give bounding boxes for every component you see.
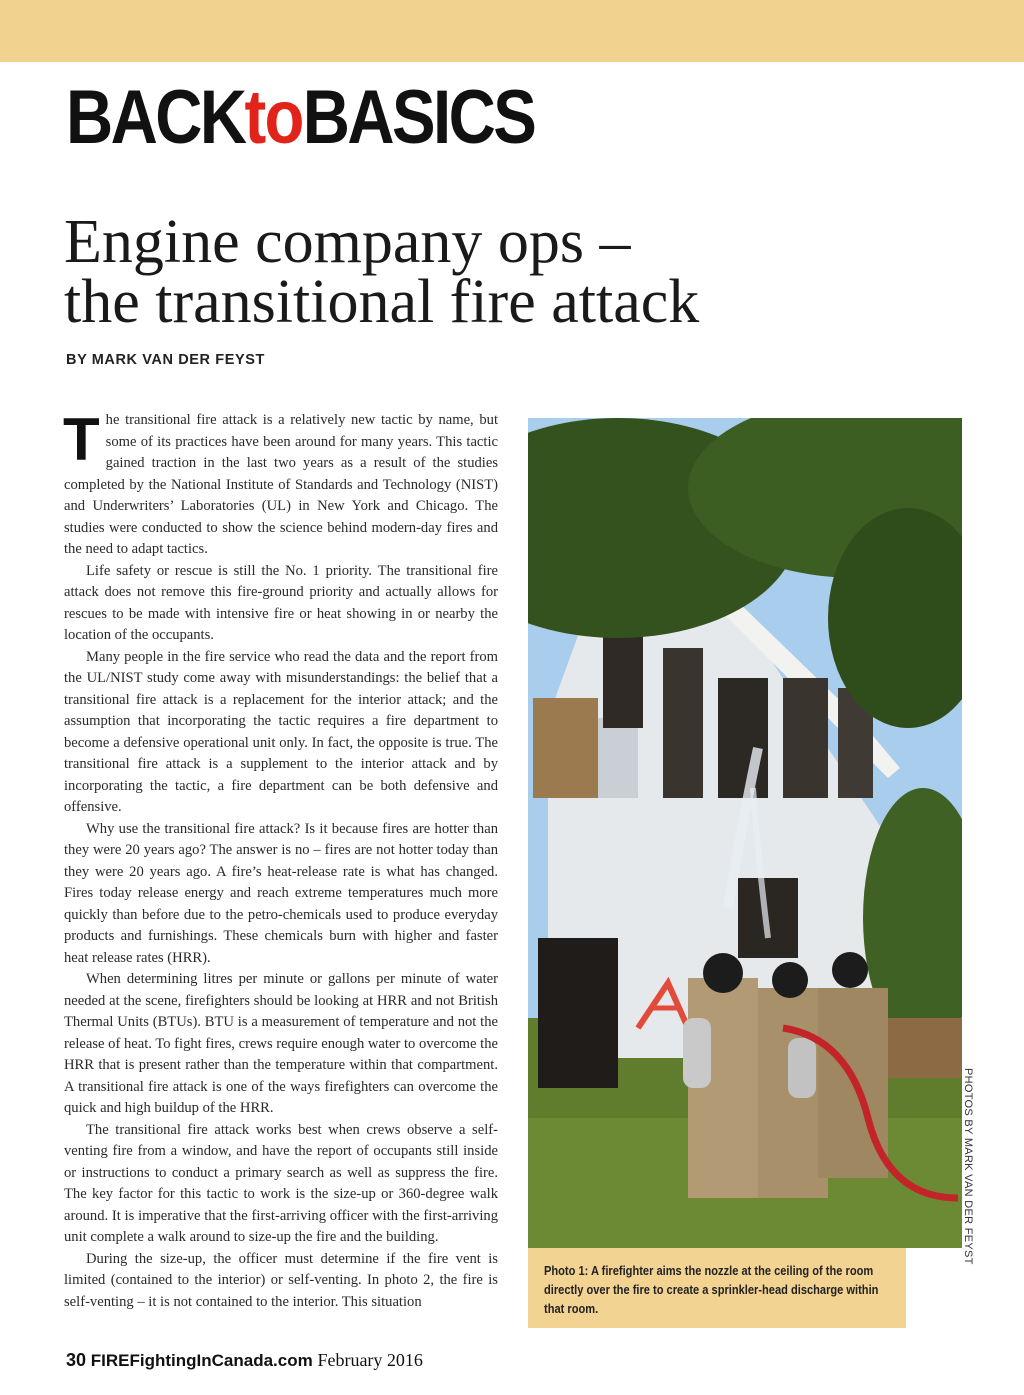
paragraph-2: Life safety or rescue is still the No. 1 priority. The transitional fire attack does not remove this fire-ground priority and actually allows for rescues to be made with intensive fire or heat showing in or nearby the location of the occupants. — [64, 562, 498, 643]
page-footer — [66, 1350, 423, 1371]
paragraph-1 — [63, 406, 498, 561]
firefighter-house-photo — [528, 418, 962, 1248]
paragraph-4: Why use the transitional fire attack? Is it because fires are hotter than they were 20 years ago? The answer is no – fires are not hotter today than they were 20 years ago. A fire’s heat-release rate is what has changed. Fires today release energy and reach extreme temperatures much more quickly than before due to the petro-chemicals used to produce everyday products and furnishings. These chemicals burn with higher and faster heat release rates (HRR). — [64, 820, 498, 966]
drop-cap: T — [63, 406, 100, 473]
headline-line-2: the transitional fire attack — [64, 268, 700, 336]
paragraph-6: The transitional fire attack works best when crews observe a self-venting fire from a window, and have the report of occupants still inside or instructions to conduct a primary search as well as suppress the fire. The key factor for this tactic to work is the size-up or 360-degree walk around. It is imperative that the first-arriving officer with the first-arriving unit complete a walk around to size-up the fire and the building. — [64, 1121, 498, 1245]
footer-date: February 2016 — [317, 1350, 423, 1370]
page-number: 30 — [66, 1350, 87, 1370]
section-heading-to: to — [244, 75, 303, 160]
paragraph-7: During the size-up, the officer must determine if the fire vent is limited (contained to the interior) or self-venting. In photo 2, the fire is self-venting – it is not contained to the interior. This situation — [64, 1250, 498, 1310]
top-color-band — [0, 0, 1024, 62]
photo-credit — [956, 1068, 976, 1265]
paragraph-1-text: he transitional fire attack is a relatively new tactic by name, but some of its practices have been around for many years. This tactic gained traction in the last two years as a result of the studies completed by the National Institute of Standards and Technology (NIST) and Underwriters’ Laboratories (UL) in New York and Chicago. The studies were conducted to show the science behind modern-day fires and the need to adapt tactics. — [64, 412, 498, 557]
photo-caption — [528, 1248, 906, 1328]
section-heading — [66, 75, 535, 160]
footer-website[interactable]: FIREFightingInCanada.com — [90, 1351, 313, 1370]
article-body — [63, 406, 498, 1313]
article-photo — [528, 418, 962, 1248]
article-headline — [64, 208, 700, 336]
headline-line-1: Engine company ops – — [64, 208, 631, 276]
paragraph-5: When determining litres per minute or gallons per minute of water needed at the scene, firefighters should be looking at HRR and not British Thermal Units (BTUs). BTU is a measurement of temperature and not the release of heat. To fight fires, crews require enough water to overcome the HRR that is present rather than the temperature within that compartment. A transitional fire attack is one of the ways firefighters can overcome the quick and high buildup of the HRR. — [64, 971, 498, 1116]
byline: BY MARK VAN DER FEYST — [66, 352, 265, 368]
section-heading-basics: BASICS — [302, 75, 535, 160]
photo-credit-text: PHOTOS BY MARK VAN DER FEYST — [962, 1068, 974, 1265]
section-heading-back: BACK — [66, 75, 245, 160]
photo-caption-text: Photo 1: A firefighter aims the nozzle at the ceiling of the room directly over the fire to create a sprinkler-head discharge within that room. — [544, 1264, 879, 1316]
paragraph-3: Many people in the fire service who read the data and the report from the UL/NIST study come away with misunderstandings: the belief that a transitional fire attack is a replacement for the interior attack; and the assumption that incorporating the tactic requires a fire department to become a defensive operational unit only. In fact, the opposite is true. The transitional fire attack is a supplement to the interior attack and by incorporating the tactic, a fire department can be both defensive and offensive. — [64, 648, 498, 815]
